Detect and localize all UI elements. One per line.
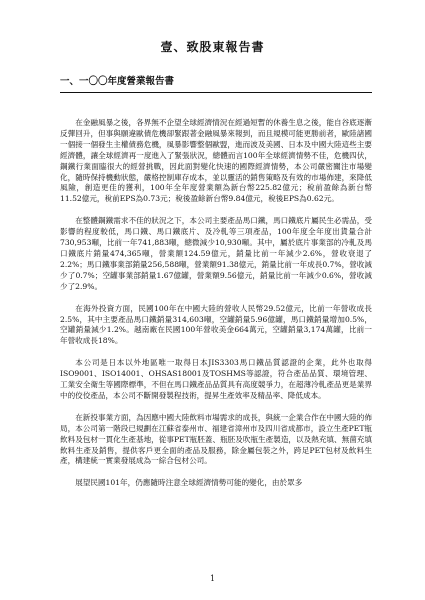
paragraph-2: 在整體鋼鐵需求不佳的狀況之下，本公司主要產品馬口鐵，馬口鐵底片屬民生必需品，受影響的程度較低，馬口鐵、馬口鐵底片、及冷軋等三項產品，100年度全年度出貨量合計730,953噸，比前一年741,883噸，總微減少10,930噸。其中，屬於底片事業部的冷軋及馬口鐵底片銷量474,365噸，營業額124.59億元，銷量比前一年減少2.6%，營收衰退了2.2%；馬口鐵事業部銷量256,588噸，營業額91.38億元，銷量比前一年成長0.7%，營收減少了0.7%；空罐事業部銷量1.67億罐，營業額9.56億元，銷量比前一年減少0.6%，營收減少了2.9%。	[60, 216, 372, 291]
report-title: 壹、致股東報告書	[160, 40, 265, 54]
page-number: 1	[209, 574, 216, 583]
paragraph-5: 在新投事業方面，為因應中國大陸飲料市場需求的成長，與統一企業合作在中國大陸的佈局，本公司第一階段已規劃在江蘇省泰州市、福建省漳州市及四川省成都市，設立生產PET瓶飲料及包材一貫化生產基地，從事PET瓶胚蓋、瓶胚及吹瓶生產製造，以及熱充填、無菌充填飲料生產及銷售，提供客戶更全面的產品及服務，除金屬包裝之外，跨足PET包材及飲料生產，構建統一實業發展成為一綜合包材公司。	[60, 412, 372, 466]
section-divider	[60, 92, 372, 93]
section-heading: 一、一〇〇年度營業報告書	[60, 76, 175, 87]
paragraph-6: 展望民國101年，仍應隨時注意全球經濟情勢可能的變化，由於眾多	[75, 478, 303, 488]
paragraph-4: 本公司是日本以外地區唯一取得日本JIS3303馬口鐵品質認證的企業，此外也取得ISO9001、ISO14001、OHSAS18001及TOSHMS等認證，符合產品品質、環境管理、工業安全衛生等國際標準，不但在馬口鐵產品品質具有高度競爭力，在超薄冷軋產品更是業界中的佼佼產品，本公司不斷開發製程技術，提昇生產效率及精品率、降低成本。	[60, 358, 372, 400]
paragraph-1: 在金融風暴之後，各界無不企望全球經濟情況在經過短暫的休養生息之後，能自谷底逐漸反彈回升，但事與願違歐債危機卻緊跟著金融風暴來報到，而且規模可能更勝前者，歐陸諸國一個接一個發生主權債務危機，風暴影響整個歐盟，進而波及美國、日本及中國大陸這些主要經濟體，讓全球經濟再一度進入了緊張狀況，總體而言100年全球經濟情勢不佳，危機四伏，鋼鐵行業面臨很大的經營挑戰，因此面對變化快速的國際經濟情勢，本公司嚴密關注市場變化，隨時保持機動狀態，嚴格控制庫存成本，並以靈活的銷售策略及有效的市場佈建，來降低風險，創造更佳的獲利，100年全年度營業額為新台幣225.82億元；稅前盈餘為新台幣11.52億元，稅前EPS為0.73元；稅後盈餘新台幣9.84億元，稅後EPS為0.62元。	[60, 118, 372, 204]
report-body	[60, 118, 372, 500]
paragraph-3: 在海外投資方面，民國100年在中國大陸的營收人民幣29.52億元，比前一年營收成長2.5%，其中主要產品馬口鐵銷量314,603噸，空罐銷量5.96億罐，馬口鐵銷量增加0.5%，空罐銷量減少1.2%。越南廠在民國100年營收美金664萬元，空罐銷量3,174萬罐，比前一年營收成長18%。	[60, 303, 372, 346]
